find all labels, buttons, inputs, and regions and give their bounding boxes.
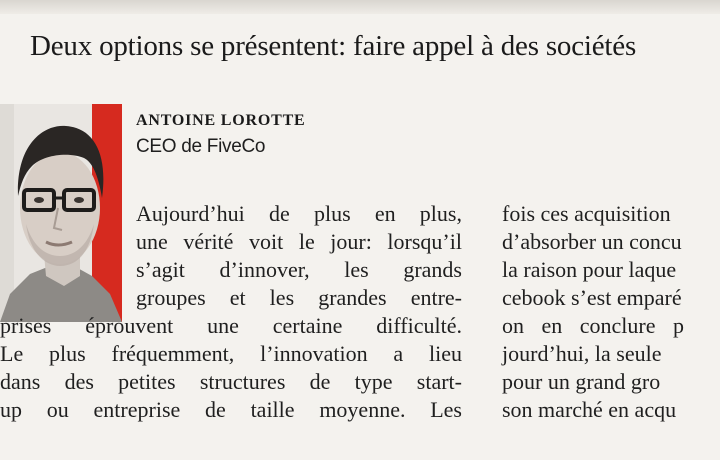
text-line: up ou entreprise de taille moyenne. Les bbox=[0, 397, 462, 422]
author-name: ANTOINE LOROTTE bbox=[136, 112, 306, 129]
text-line: dans des petites structures de type start- bbox=[0, 369, 462, 394]
text-line: cebook s’est emparé bbox=[502, 285, 682, 310]
text-line: la raison pour laque bbox=[502, 257, 677, 282]
text-line: fois ces acquisition bbox=[502, 201, 671, 226]
text-line: Aujourd’hui de plus en plus, bbox=[136, 201, 462, 226]
text-line: Le plus fréquemment, l’innovation a lieu bbox=[0, 341, 462, 366]
author-photo bbox=[0, 104, 122, 322]
author-role: CEO de FiveCo bbox=[136, 136, 266, 157]
text-line: pour un grand gro bbox=[502, 369, 661, 394]
article-subhead: Deux options se présentent: faire appel à des sociétés bbox=[30, 30, 637, 62]
text-line: d’absorber un concu bbox=[502, 229, 682, 254]
text-line: groupes et les grandes entre- bbox=[136, 285, 462, 310]
previous-headline-fragment bbox=[0, 0, 720, 14]
text-line: jourd’hui, la seule bbox=[502, 341, 662, 366]
text-line: une vérité voit le jour: lorsqu’il bbox=[136, 229, 462, 254]
text-line: son marché en acqu bbox=[502, 397, 677, 422]
text-line: prises éprouvent une certaine difficulté. bbox=[0, 313, 462, 338]
text-line: s’agit d’innover, les grands bbox=[136, 257, 462, 282]
text-line: on en conclure p bbox=[502, 313, 684, 338]
